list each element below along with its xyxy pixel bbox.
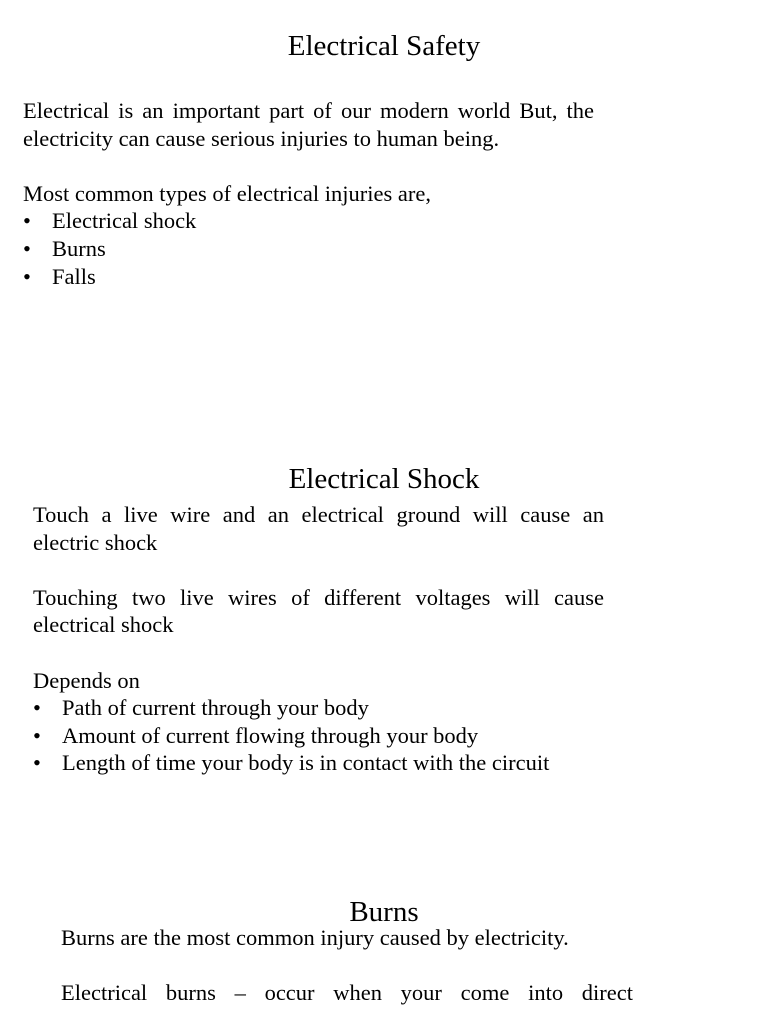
paragraph-gap: [33, 639, 604, 667]
section-body-burns: [61, 924, 633, 1007]
list-item: • Falls: [23, 263, 594, 291]
bullet-list: [33, 694, 604, 777]
paragraph-gap: [33, 556, 604, 584]
section-title-burns: Burns: [349, 896, 419, 928]
paragraph: Touching two live wires of different voltages will cause electrical shock: [33, 584, 604, 638]
section-title-electrical-shock: Electrical Shock: [288, 463, 480, 495]
paragraph: Burns are the most common injury caused by electricity.: [61, 925, 569, 950]
paragraph: Touch a live wire and an electrical ground will cause an electric shock: [33, 502, 604, 555]
paragraph: Most common types of electrical injuries are,: [23, 180, 431, 206]
list-item: • Electrical shock: [23, 207, 594, 235]
paragraph: Depends on: [33, 667, 140, 693]
list-item: • Length of time your body is in contact with the circuit: [33, 749, 604, 777]
paragraph-gap: [61, 952, 633, 980]
list-item: • Path of current through your body: [33, 694, 604, 722]
paragraph: Electrical burns – occur when your come into direct: [61, 980, 633, 1006]
bullet-list: [23, 207, 594, 290]
section-body-electrical-shock: [33, 501, 604, 777]
list-item: • Burns: [23, 235, 594, 263]
section-title-electrical-safety: Electrical Safety: [287, 30, 481, 62]
paragraph: Electrical is an important part of our modern world But, the electricity can cause serious injuries to human being.: [23, 98, 594, 151]
list-item: • Amount of current flowing through your body: [33, 722, 604, 750]
section-body-electrical-safety: [23, 97, 594, 290]
paragraph-gap: [23, 152, 594, 180]
